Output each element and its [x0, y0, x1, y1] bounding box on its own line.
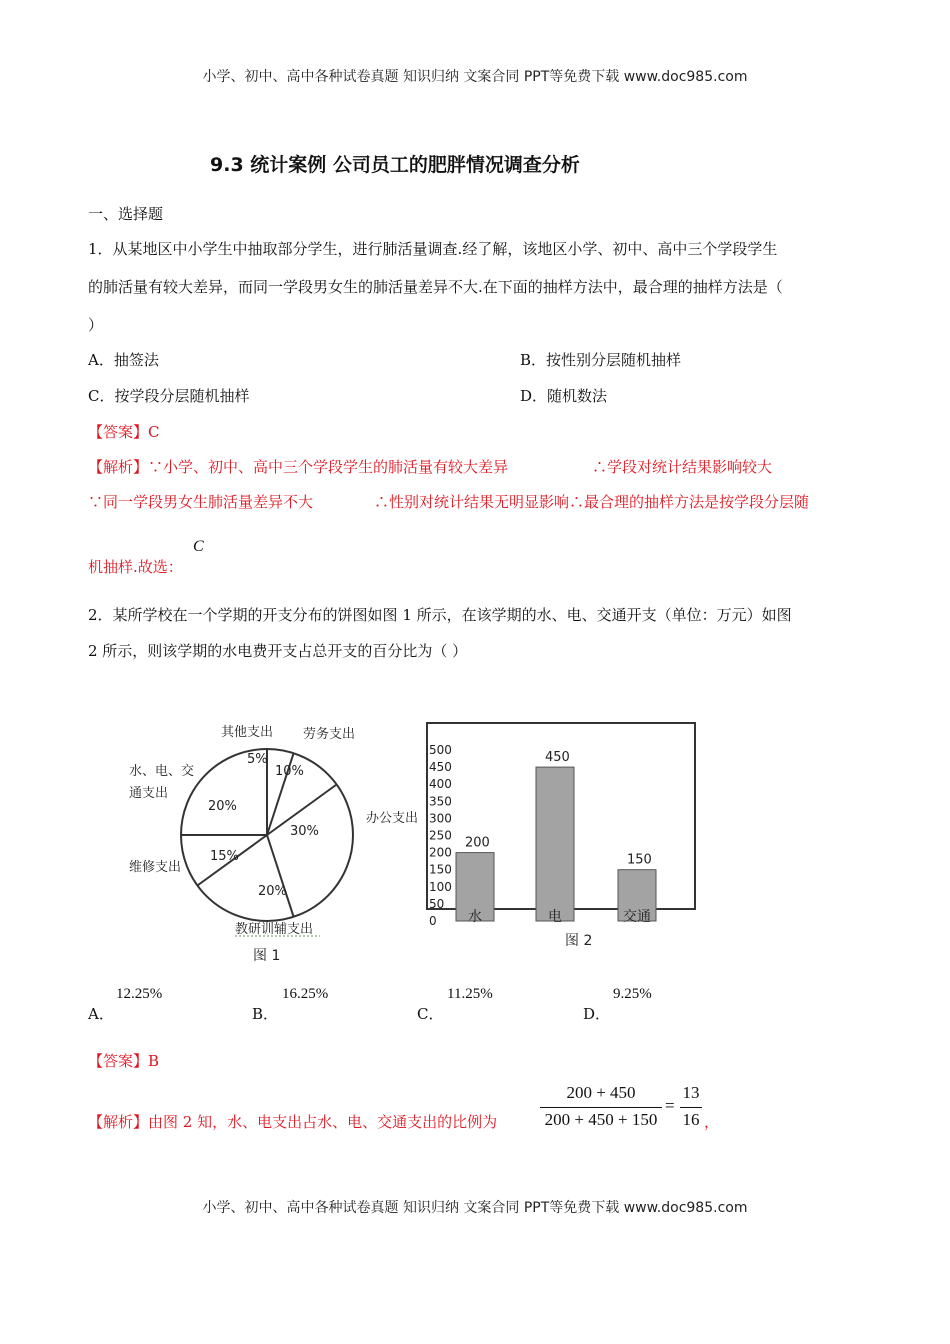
fraction-1-numerator: 200 + 450	[566, 1083, 636, 1102]
q1-analysis-line3: 机抽样.故选：	[88, 558, 183, 576]
figure-caption: 图 1	[253, 948, 281, 964]
q1-choice-math: C	[193, 538, 204, 555]
y-tick-label: 350	[429, 794, 452, 809]
q1-analysis-line1	[88, 456, 508, 477]
pie-percent: 15%	[210, 849, 239, 864]
pie-label: 维修支出	[129, 860, 182, 875]
answer-value: B	[148, 1052, 160, 1070]
x-tick-label: 水	[468, 909, 482, 925]
fraction-1-denominator: 200 + 450 + 150	[544, 1110, 658, 1129]
data-label: 450	[545, 750, 570, 766]
pie-percent: 30%	[290, 824, 319, 839]
analysis-label: 【解析】	[88, 458, 149, 476]
pie-divider	[267, 835, 294, 917]
q1-option-d: D．随机数法	[520, 387, 608, 405]
pie-percent: 5%	[247, 752, 268, 767]
page-header: 小学、初中、高中各种试卷真题 知识归纳 文案合同 PPT等免费下载 www.doc985.com	[202, 69, 748, 85]
analysis-text: 学段对统计结果影响较大	[607, 458, 773, 476]
pie-percent: 20%	[258, 884, 287, 899]
q2-option-b-letter: B．	[252, 1005, 279, 1023]
pie-label: 其他支出	[221, 725, 274, 740]
answer-value: C	[148, 423, 160, 441]
equals-sign: =	[665, 1096, 675, 1115]
x-tick-label: 交通	[623, 909, 651, 925]
page-title: 9.3 统计案例 公司员工的肥胖情况调查分析	[210, 154, 580, 176]
figure-2-bar	[365, 715, 700, 965]
because-symbol: ∵	[88, 493, 104, 511]
analysis-text: 性别对统计结果无明显影响	[389, 493, 570, 511]
figure-1-pie	[120, 715, 380, 970]
because-symbol: ∵	[148, 458, 164, 476]
data-label: 150	[627, 852, 652, 868]
q1-analysis-line2	[88, 491, 313, 512]
y-tick-label: 100	[429, 879, 452, 894]
q2-option-a: 12.25%	[116, 986, 163, 1002]
q2-option-c-letter: C．	[417, 1005, 444, 1023]
trailing-comma: ，	[704, 1113, 720, 1131]
y-tick-label: 50	[429, 896, 445, 911]
page-footer: 小学、初中、高中各种试卷真题 知识归纳 文案合同 PPT等免费下载 www.doc985.com	[202, 1200, 748, 1216]
q1-option-c: C．按学段分层随机抽样	[88, 387, 250, 405]
q2-option-b: 16.25%	[282, 986, 329, 1002]
section-heading: 一、选择题	[88, 205, 164, 223]
q1-analysis-line2b	[374, 491, 809, 512]
q2-analysis	[88, 1111, 497, 1132]
bar	[536, 767, 574, 921]
pie-label: 劳务支出	[303, 727, 356, 742]
pie-percent: 10%	[275, 764, 304, 779]
analysis-text: 同一学段男女生肺活量差异不大	[103, 493, 314, 511]
q1-line: 1．从某地区中小学生中抽取部分学生，进行肺活量调查.经了解，该地区小学、初中、高中三个学段学生	[88, 240, 778, 258]
q2-option-d-letter: D．	[583, 1005, 611, 1023]
fraction-2-denominator: 16	[682, 1110, 700, 1129]
y-tick-label: 0	[429, 914, 437, 928]
fraction-1-bar	[540, 1107, 662, 1108]
answer-label: 【答案】	[88, 1052, 149, 1070]
fraction-2-numerator: 13	[682, 1083, 700, 1102]
pie-label: 通支出	[129, 786, 169, 801]
q1-analysis-line1b	[592, 456, 772, 477]
y-tick-label: 250	[429, 828, 452, 843]
data-label: 200	[465, 835, 490, 851]
fraction-2-bar	[680, 1107, 702, 1108]
y-tick-label: 450	[429, 760, 452, 775]
chart-title: 图 2	[565, 933, 593, 949]
y-tick-label: 400	[429, 777, 452, 792]
therefore-symbol: ∴	[374, 493, 390, 511]
q2-line: 2．某所学校在一个学期的开支分布的饼图如图 1 所示，在该学期的水、电、交通开支（单位：万元）如图	[88, 606, 792, 624]
y-tick-label: 300	[429, 811, 452, 826]
y-tick-label: 200	[429, 845, 452, 860]
q1-option-b: B．按性别分层随机抽样	[520, 351, 682, 369]
q1-option-a: A．抽签法	[88, 351, 159, 369]
analysis-text: 由图 2 知，水、电支出占水、电、交通支出的比例为	[148, 1113, 498, 1131]
y-tick-label: 500	[429, 743, 452, 757]
answer-label: 【答案】	[88, 423, 149, 441]
q1-answer	[88, 421, 160, 442]
analysis-text: 小学、初中、高中三个学段学生的肺活量有较大差异	[163, 458, 509, 476]
pie-percent: 20%	[208, 799, 237, 814]
analysis-text: 最合理的抽样方法是按学段分层随	[584, 493, 810, 511]
q2-option-c: 11.25%	[447, 986, 493, 1002]
q2-answer	[88, 1050, 159, 1071]
pie-label: 教研训辅支出	[235, 922, 314, 937]
pie-label: 水、电、交	[129, 764, 195, 779]
q2-option-a-letter: A．	[88, 1005, 114, 1023]
q1-line: ）	[88, 316, 104, 334]
q2-line: 2 所示，则该学期的水电费开支占总开支的百分比为（ ）	[88, 642, 468, 660]
q1-line: 的肺活量有较大差异，而同一学段男女生的肺活量差异不大.在下面的抽样方法中，最合理的抽样方法是（	[88, 278, 783, 296]
q2-option-d: 9.25%	[613, 986, 652, 1002]
pie-label-office: 办公支出	[366, 811, 419, 826]
y-tick-label: 150	[429, 862, 452, 877]
therefore-symbol: ∴	[569, 493, 585, 511]
analysis-label: 【解析】	[88, 1113, 149, 1131]
x-tick-label: 电	[548, 909, 562, 925]
therefore-symbol: ∴	[592, 458, 608, 476]
